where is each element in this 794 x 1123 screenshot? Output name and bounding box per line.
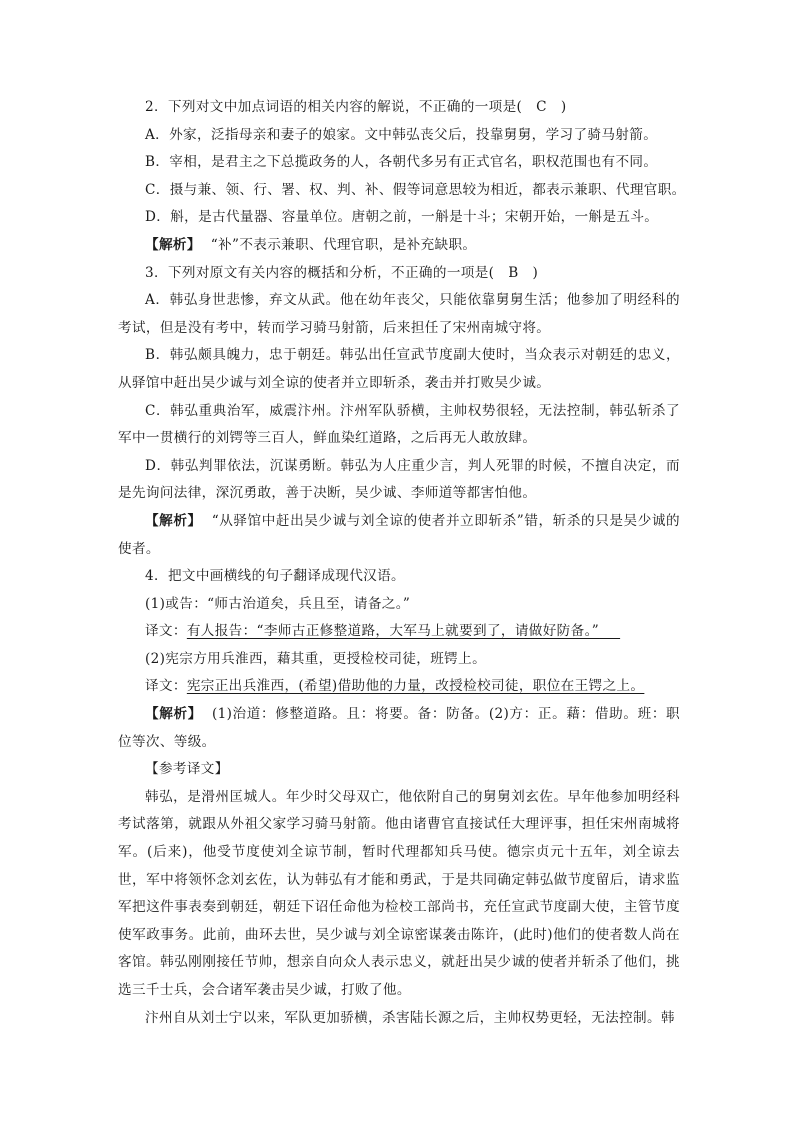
translation-2-text: 宪宗正出兵淮西，(希望)借助他的力量，改授检校司徒，职位在王锷之上。 [186,678,645,695]
analysis-tag: 【解析】 [145,236,201,253]
q4-analysis [118,701,680,756]
analysis-tag: 【解析】 [145,512,202,529]
q3-option-c: C．韩弘重典治军，威震汴州。汴州军队骄横，主帅权势很轻，无法控制，韩弘斩杀了军中一贯横行的刘锷等三百人，鲜血染红道路，之后再无人敢放肆。 [118,402,680,447]
q4-sentence-1: (1)或告：“师古治道矣，兵且至，请备之。” [145,595,411,612]
q4-sentence-2: (2)宪宗方用兵淮西，藉其重，更授检校司徒，班锷上。 [145,650,487,667]
ref-paragraph-2: 汴州自从刘士宁以来，军队更加骄横，杀害陆长源之后，主帅权势更轻，无法控制。韩 [145,1009,675,1026]
translation-label: 译文： [145,623,187,640]
q2-analysis-text: “补”不表示兼职、代理官职，是补充缺职。 [210,236,477,253]
q2-option-b: B．宰相，是君主之下总揽政务的人，各朝代多另有正式官名，职权范围也有不同。 [145,154,658,171]
q3-analysis-text: “从驿馆中赶出吴少诚与刘全谅的使者并立即斩杀”错，斩杀的只是吴少诚的使者。 [118,512,680,557]
q4-translation-1 [118,618,680,646]
q2-option-a: A．外家，泛指母亲和妻子的娘家。文中韩弘丧父后，投靠舅舅，学习了骑马射箭。 [145,126,658,143]
q4-analysis-text: (1)治道：修整道路。且：将要。备：防备。(2)方：正。藉：借助。班：职位等次、等级。 [118,706,680,750]
q2-stem: 2．下列对文中加点词语的相关内容的解说，不正确的一项是( C ) [145,99,567,115]
translation-1-text: 有人报告：“李师古正修整道路，大军马上就要到了，请做好防备。” [186,623,600,640]
q3-option-d: D．韩弘判罪依法，沉谋勇断。韩弘为人庄重少言，判人死罪的时候，不擅自决定，而是先询问法律，深沉勇敢，善于决断，吴少诚、李师道等都害怕他。 [118,457,680,502]
q4-stem: 4．把文中画横线的句子翻译成现代汉语。 [145,568,405,585]
ref-heading: 【参考译文】 [145,761,229,778]
q2-option-c: C．摄与兼、领、行、署、权、判、补、假等词意思较为相近，都表示兼职、代理官职。 [145,181,686,198]
q2-option-d: D．斛，是古代量器、容量单位。唐朝之前，一斛是十斗；宋朝开始，一斛是五斗。 [145,209,659,226]
q2-analysis [118,232,680,260]
q3-stem: 3．下列对原文有关内容的概括和分析，不正确的一项是( B ) [145,264,539,281]
q3-analysis [118,508,680,563]
q4-translation-2 [118,673,680,701]
q3-option-b: B．韩弘颇具魄力，忠于朝廷。韩弘出任宣武节度副大使时，当众表示对朝廷的忠义，从驿馆中赶出吴少诚与刘全谅的使者并立即斩杀，袭击并打败吴少诚。 [118,347,680,391]
q3-option-a: A．韩弘身世悲惨，弃文从武。他在幼年丧父，只能依靠舅舅生活；他参加了明经科的考试，但是没有考中，转而学习骑马射箭，后来担任了宋州南城守将。 [118,292,680,336]
analysis-tag: 【解析】 [145,706,202,723]
document-page [118,94,686,1032]
ref-paragraph-1: 韩弘，是滑州匡城人。年少时父母双亡，他依附自己的舅舅刘玄佐。早年他参加明经科考试落第，就跟从外祖父家学习骑马射箭。他由诸曹官直接试任大理评事，担任宋州南城将军。(后来)，他受节度使刘全谅节制，暂时代理都知兵马使。德宗贞元十五年，刘全谅去世，军中将领怀念刘玄佐，认为韩弘有才能和勇武，于是共同确定韩弘做节度留后，请求监军把这件事表奏到朝廷，朝廷下诏任命他为检校工部尚书，充任宣武节度副大使，主管节度使军政事务。此前，曲环去世，吴少诚与刘全谅密谋袭击陈许，(此时)他们的使者数人尚在客馆。韩弘刚刚接任节帅，想亲自向众人表示忠义，就赶出吴少诚的使者并斩杀了他们，挑选三千士兵，会合诸军袭击吴少诚，打败了他。 [118,788,680,998]
translation-1-blank [599,623,620,639]
translation-label: 译文： [145,678,187,695]
